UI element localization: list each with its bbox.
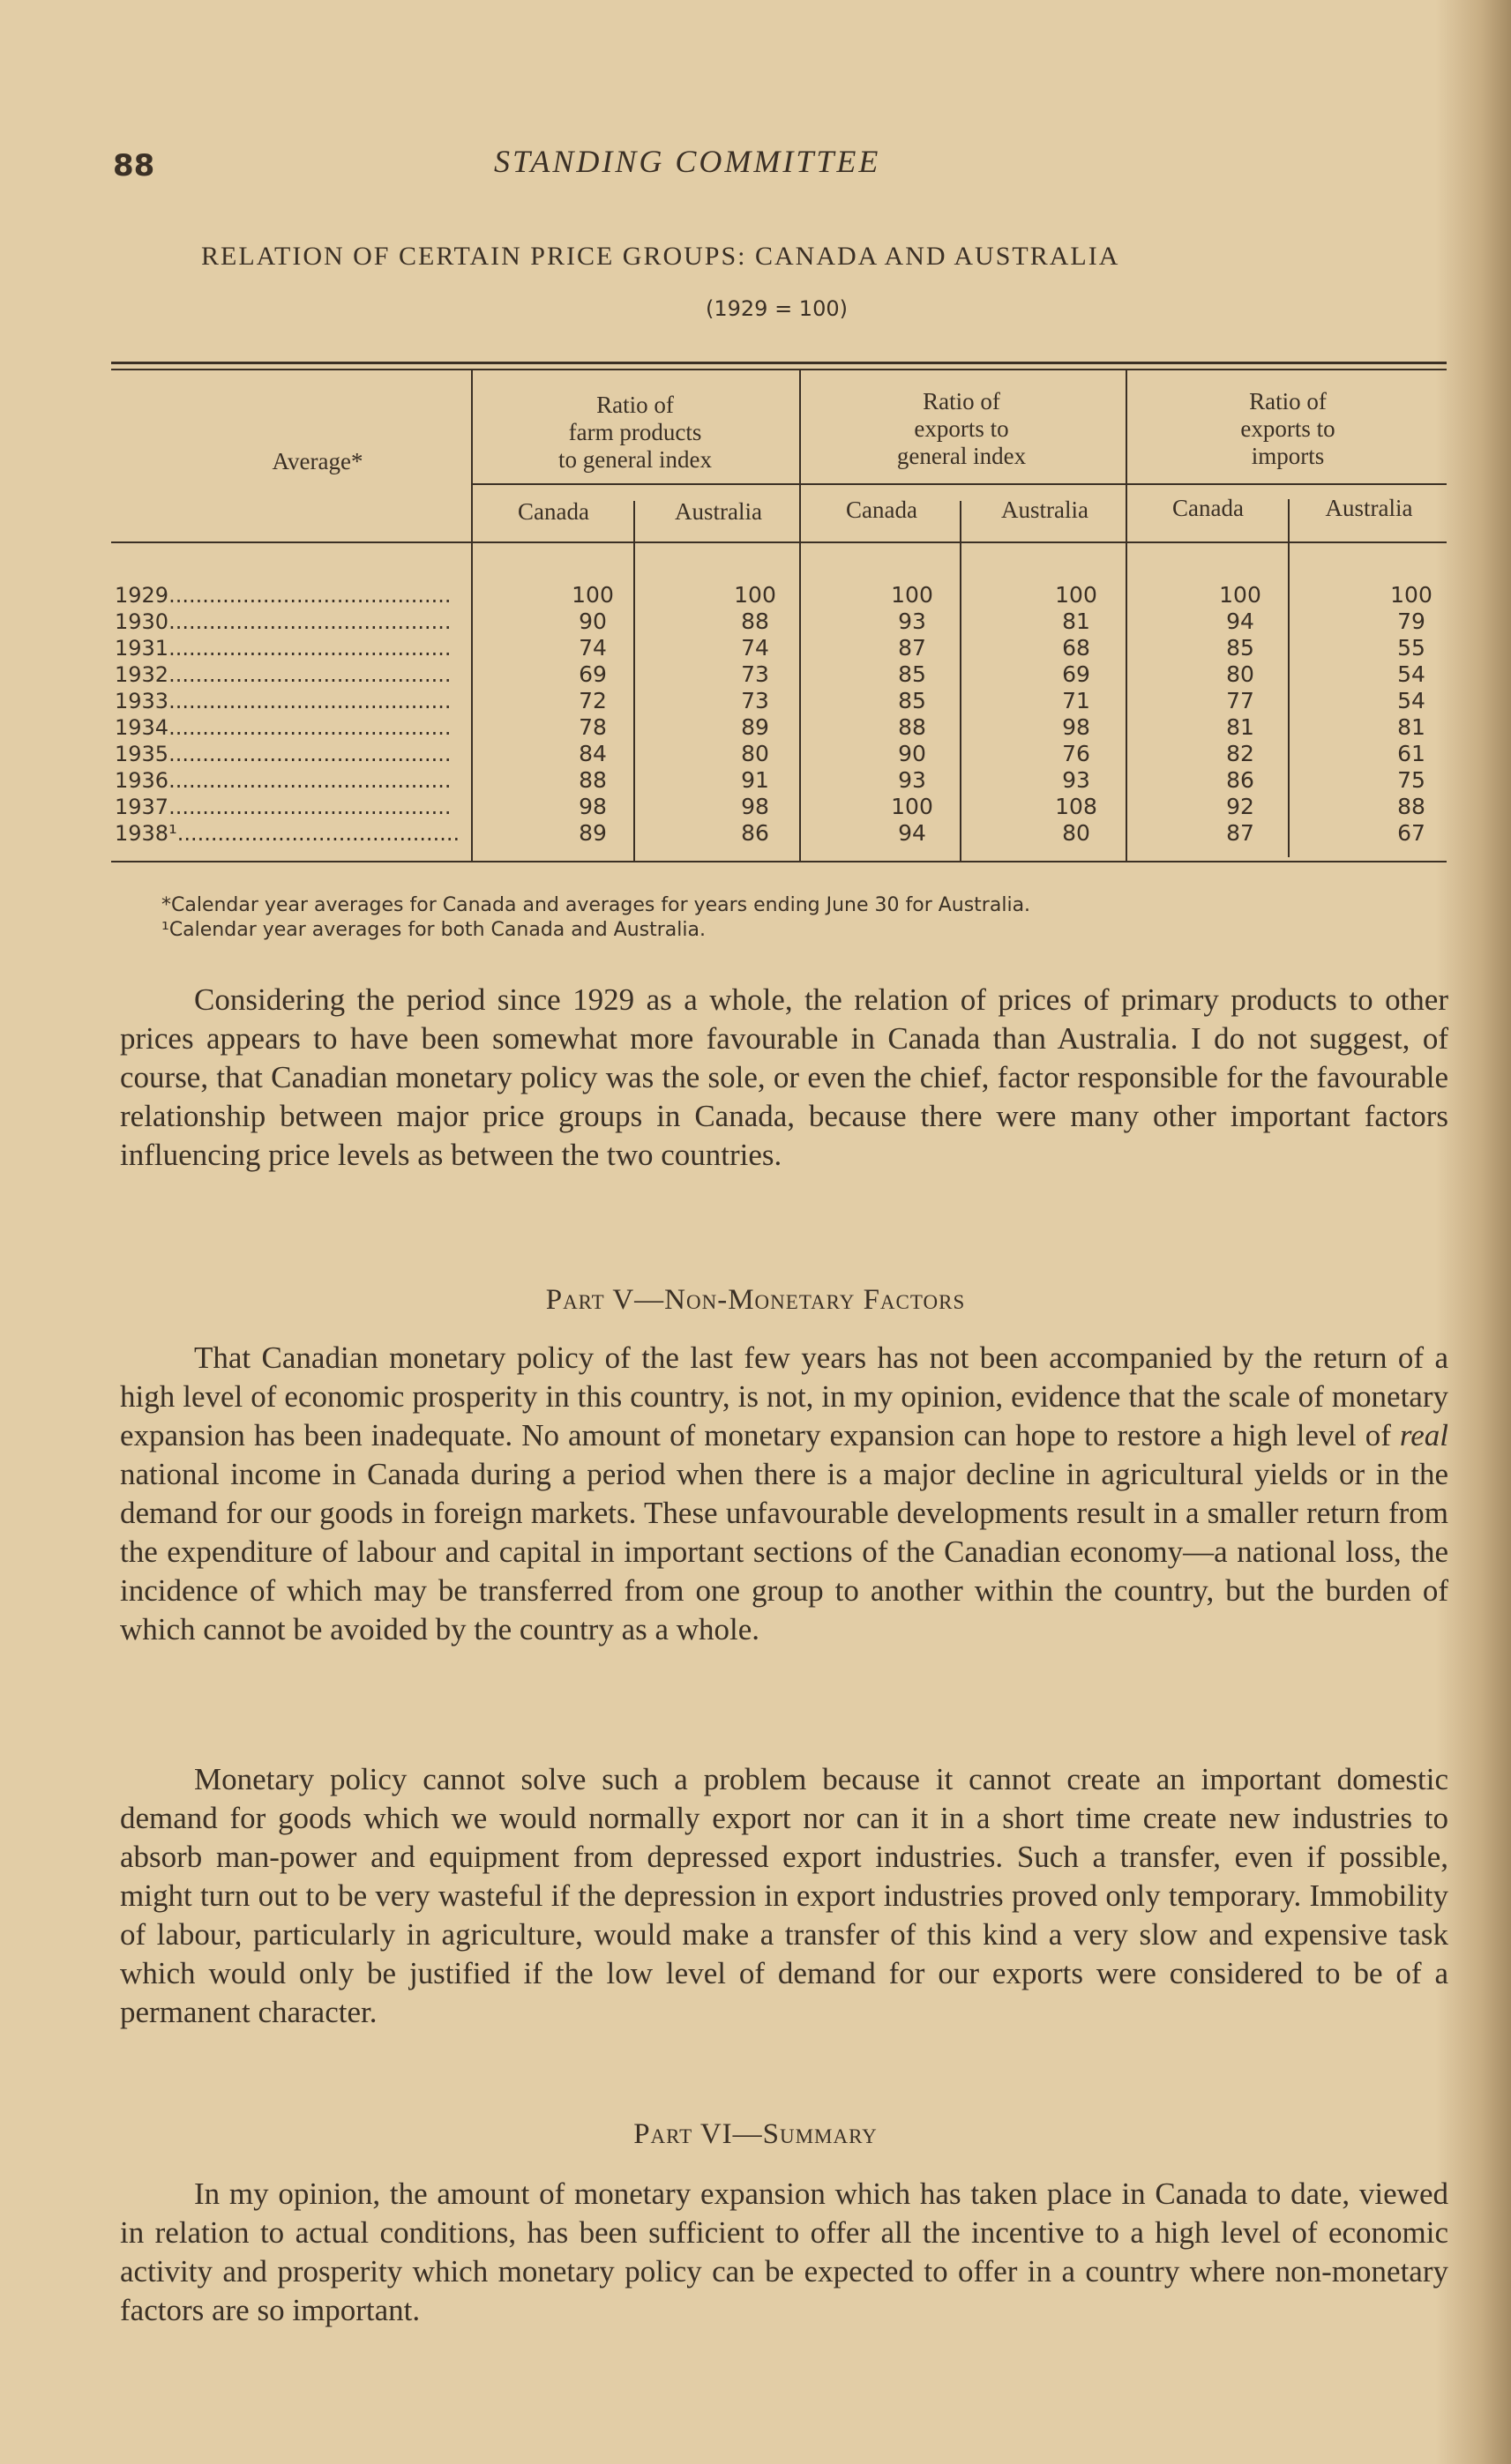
paragraph: Monetary policy cannot solve such a problem because it cannot create an important domestic demand for goods which we would normally export nor can it in a short time create new industries to absorb man-power and equipment from depressed export industries. Such a transfer, even if possible, might turn out to be very wasteful if the depression in export industries proved only temporary. Immobility of labour, particularly in agriculture, would make a transfer of this kind a very slow and expensive task which would only be justified if the low level of demand for our exports were considered to be of a permanent character. <box>120 1762 1448 2029</box>
column-exports-imports-canada <box>1187 582 1293 847</box>
table-cell: 69 <box>1062 661 1090 687</box>
table-cell: 93 <box>898 767 926 793</box>
table-cell: 88 <box>1397 794 1425 819</box>
year-row: 1929.......................................... <box>115 583 452 608</box>
subheader-australia: Australia <box>1001 497 1088 523</box>
subheader-canada: Canada <box>1172 495 1244 521</box>
subheader-canada: Canada <box>518 498 589 525</box>
table-cell: 73 <box>741 688 769 713</box>
table-cell: 94 <box>1226 609 1254 634</box>
table-cell: 67 <box>1397 820 1425 846</box>
table-cell: 88 <box>898 714 926 740</box>
table-cell: 100 <box>572 582 614 608</box>
year-row: 1934.......................................... <box>115 715 452 740</box>
table-cell: 86 <box>741 820 769 846</box>
running-head: STANDING COMMITTEE <box>494 144 881 179</box>
year-row: 1932.......................................... <box>115 662 452 687</box>
table-cell: 84 <box>579 741 607 766</box>
table-cell: 98 <box>579 794 607 819</box>
table-cell: 80 <box>1062 820 1090 846</box>
table-cell: 54 <box>1397 688 1425 713</box>
column-farm-australia <box>702 582 808 847</box>
table-cell: 93 <box>1062 767 1090 793</box>
table-cell: 75 <box>1397 767 1425 793</box>
table-cell: 74 <box>579 635 607 661</box>
table-cell: 69 <box>579 661 607 687</box>
table-cell: 81 <box>1226 714 1254 740</box>
group-header-exports-imports: Ratio of exports to imports <box>1240 388 1335 469</box>
year-row: 1937.......................................... <box>115 795 452 819</box>
table-cell: 80 <box>741 741 769 766</box>
table-cell: 98 <box>741 794 769 819</box>
year-row: 1935.......................................... <box>115 742 452 766</box>
paragraph: In my opinion, the amount of monetary expansion which has taken place in Canada to date, viewed in relation to actual conditions, has been sufficient to offer all the incentive to a high level of economic activity and prosperity which monetary policy can be expected to offer in a country where non-monetary factors are so important. <box>120 2177 1448 2327</box>
column-divider <box>471 370 473 861</box>
column-exports-general-canada <box>859 582 965 847</box>
table-cell: 73 <box>741 661 769 687</box>
table-cell: 88 <box>741 609 769 634</box>
table-cell: 98 <box>1062 714 1090 740</box>
subheader-australia: Australia <box>675 498 762 525</box>
table-cell: 61 <box>1397 741 1425 766</box>
group-rule <box>471 483 1447 485</box>
table-cell: 90 <box>898 741 926 766</box>
year-row: 1931.......................................... <box>115 636 452 661</box>
table-cell: 86 <box>1226 767 1254 793</box>
table-cell: 71 <box>1062 688 1090 713</box>
subheader-canada: Canada <box>846 497 917 523</box>
table-title: RELATION OF CERTAIN PRICE GROUPS: CANADA AND AUSTRALIA <box>201 242 1120 271</box>
page-number: 88 <box>113 148 155 183</box>
footnote: *Calendar year averages for Canada and averages for years ending June 30 for Australia. <box>161 894 1031 916</box>
table-cell: 89 <box>579 820 607 846</box>
table-cell: 68 <box>1062 635 1090 661</box>
table-cell: 100 <box>1390 582 1432 608</box>
table-top-rule <box>111 362 1447 364</box>
year-row: 1933.......................................... <box>115 689 452 713</box>
year-row: 1938¹.......................................... <box>115 821 460 846</box>
table-cell: 89 <box>741 714 769 740</box>
table-cell: 82 <box>1226 741 1254 766</box>
table-cell: 87 <box>898 635 926 661</box>
table-cell: 100 <box>891 582 933 608</box>
table-cell: 78 <box>579 714 607 740</box>
table-cell: 81 <box>1062 609 1090 634</box>
column-exports-general-australia <box>1023 582 1129 847</box>
table-top-rule-2 <box>111 369 1447 370</box>
table-cell: 85 <box>898 688 926 713</box>
table-bottom-rule <box>111 861 1447 862</box>
year-column <box>115 582 468 847</box>
table-cell: 94 <box>898 820 926 846</box>
year-row: 1930.......................................... <box>115 609 452 634</box>
table-cell: 108 <box>1055 794 1097 819</box>
table-cell: 79 <box>1397 609 1425 634</box>
paragraph: That Canadian monetary policy of the last few years has not been accompanied by the return of a high level of economic prosperity in this country, is not, in my opinion, evidence that the scale of monetary expansion has been inadequate. No amount of monetary expansion can hope to restore a high level of real national income in Canada during a period when there is a major decline in agricultural yields or in the demand for our goods in foreign markets. These unfavourable developments result in a smaller return from the expenditure of labour and capital in important sections of the Canadian economy—a national loss, the incidence of which may be transferred from one group to another within the country, but the burden of which cannot be avoided by the country as a whole. <box>120 1340 1448 1646</box>
table-cell: 77 <box>1226 688 1254 713</box>
table-cell: 72 <box>579 688 607 713</box>
row-header: Average* <box>272 448 363 474</box>
table-cell: 100 <box>891 794 933 819</box>
table-cell: 76 <box>1062 741 1090 766</box>
table-cell: 54 <box>1397 661 1425 687</box>
column-farm-canada <box>540 582 646 847</box>
table-subtitle: (1929 = 100) <box>706 296 848 321</box>
table-cell: 92 <box>1226 794 1254 819</box>
table-cell: 100 <box>1055 582 1097 608</box>
subheader-australia: Australia <box>1325 495 1413 521</box>
table-cell: 85 <box>898 661 926 687</box>
footnote: ¹Calendar year averages for both Canada and Australia. <box>161 919 706 941</box>
table-cell: 100 <box>734 582 776 608</box>
table-cell: 93 <box>898 609 926 634</box>
header-bottom-rule <box>111 541 1447 543</box>
year-row: 1936.......................................... <box>115 768 452 793</box>
table-cell: 74 <box>741 635 769 661</box>
table-cell: 87 <box>1226 820 1254 846</box>
table-cell: 88 <box>579 767 607 793</box>
table-cell: 100 <box>1219 582 1261 608</box>
group-header-exports-general: Ratio of exports to general index <box>896 388 1027 469</box>
table-cell: 55 <box>1397 635 1425 661</box>
group-header-farm-products: Ratio of farm products to general index <box>558 392 712 473</box>
table-cell: 80 <box>1226 661 1254 687</box>
table-cell: 91 <box>741 767 769 793</box>
section-heading: Part VI—Summary <box>633 2118 878 2150</box>
table-cell: 85 <box>1226 635 1254 661</box>
table-cell: 81 <box>1397 714 1425 740</box>
column-exports-imports-australia <box>1358 582 1464 847</box>
table-cell: 90 <box>579 609 607 634</box>
paragraph: Considering the period since 1929 as a whole, the relation of prices of primary products to other prices appears to have been somewhat more favourable in Canada than Australia. I do not suggest, of course, that Canadian monetary policy was the sole, or even the chief, factor responsible for the favourable relationship between major price groups in Canada, because there were many other important factors influencing price levels as between the two countries. <box>120 982 1448 1172</box>
section-heading: Part V—Non-Monetary Factors <box>545 1284 966 1316</box>
